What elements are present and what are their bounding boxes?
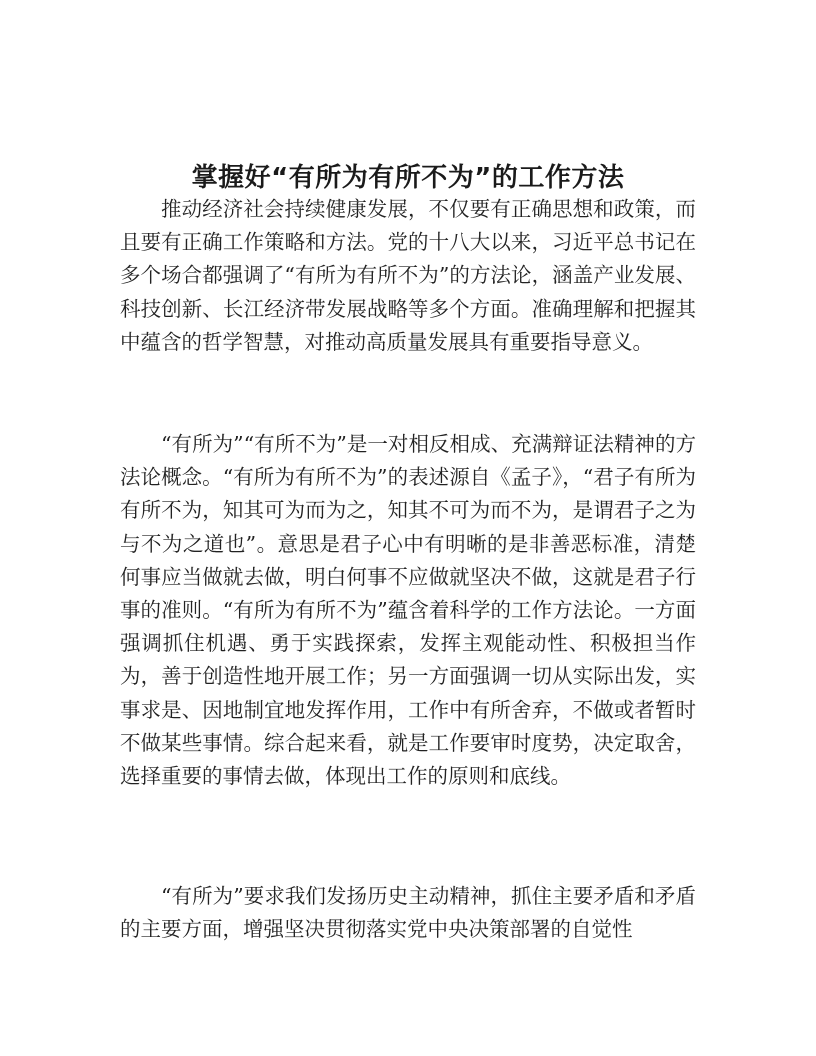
paragraph-3: “有所为”要求我们发扬历史主动精神，抓住主要矛盾和矛盾的主要方面，增强坚决贯彻落实党中央决策部署的自觉性 [120,884,696,942]
document-title: 掌握好“有所为有所不为”的工作方法 [191,163,625,194]
paragraph-1: 推动经济社会持续健康发展，不仅要有正确思想和政策，而且要有正确工作策略和方法。党的十八大以来，习近平总书记在多个场合都强调了“有所为有所不为”的方法论，涵盖产业发展、科技创新、长江经济带发展战略等多个方面。准确理解和把握其中蕴含的哲学智慧，对推动高质量发展具有重要指导意义。 [120,197,696,354]
paragraph-2: “有所为”“有所不为”是一对相反相成、充满辩证法精神的方法论概念。“有所为有所不为”的表述源自《孟子》，“君子有所为有所不为，知其可为而为之，知其不可为而不为，是谓君子之为与不为之道也”。意思是君子心中有明晰的是非善恶标准，清楚何事应当做就去做，明白何事不应做就坚决不做，这就是君子行事的准则。“有所为有所不为”蕴含着科学的工作方法论。一方面强调抓住机遇、勇于实践探索，发挥主观能动性、积极担当作为，善于创造性地开展工作；另一方面强调一切从实际出发，实事求是、因地制宜地发挥作用，工作中有所舍弃，不做或者暂时不做某些事情。综合起来看，就是工作要审时度势，决定取舍，选择重要的事情去做，体现出工作的原则和底线。 [120,432,696,789]
